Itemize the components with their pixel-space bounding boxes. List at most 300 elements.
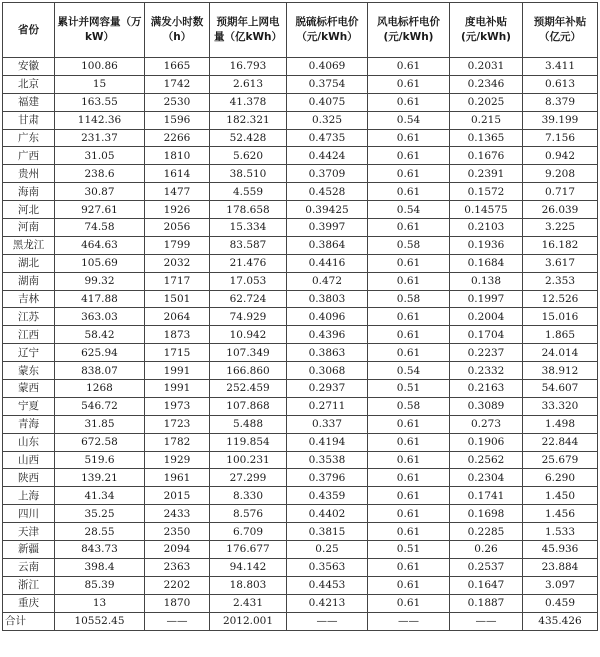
cell-wind-price: 0.61 bbox=[368, 147, 450, 165]
cell-wind-price: 0.61 bbox=[368, 254, 450, 272]
cell-coal-price: 0.3709 bbox=[287, 165, 368, 183]
cell-generation: 107.868 bbox=[210, 397, 287, 415]
cell-wind-price: 0.61 bbox=[368, 451, 450, 469]
col-header-annual-subsidy: 预期年补贴（亿元） bbox=[523, 3, 598, 58]
table-row bbox=[3, 308, 598, 326]
cell-unit-subsidy: 0.2391 bbox=[450, 165, 523, 183]
cell-province: 蒙西 bbox=[3, 380, 55, 398]
cell-wind-price: 0.61 bbox=[368, 75, 450, 93]
cell-hours: 1614 bbox=[145, 165, 210, 183]
cell-coal-price: 0.472 bbox=[287, 272, 368, 290]
cell-unit-subsidy: 0.2285 bbox=[450, 523, 523, 541]
table-row bbox=[3, 505, 598, 523]
cell-province: 贵州 bbox=[3, 165, 55, 183]
cell-generation: 52.428 bbox=[210, 129, 287, 147]
cell-hours: 1782 bbox=[145, 433, 210, 451]
cell-coal-price: 0.39425 bbox=[287, 201, 368, 219]
cell-coal-price: 0.3997 bbox=[287, 219, 368, 237]
cell-province: 宁夏 bbox=[3, 397, 55, 415]
cell-hours: 2363 bbox=[145, 558, 210, 576]
cell-hours: 2202 bbox=[145, 576, 210, 594]
cell-annual-subsidy: 24.014 bbox=[523, 344, 598, 362]
cell-unit-subsidy: 0.2562 bbox=[450, 451, 523, 469]
cell-annual-subsidy: 7.156 bbox=[523, 129, 598, 147]
cell-annual-subsidy: 9.208 bbox=[523, 165, 598, 183]
cell-generation: 74.929 bbox=[210, 308, 287, 326]
cell-wind-price: 0.61 bbox=[368, 433, 450, 451]
cell-hours: 1873 bbox=[145, 326, 210, 344]
table-row bbox=[3, 236, 598, 254]
cell-generation: 38.510 bbox=[210, 165, 287, 183]
cell-coal-price: 0.4735 bbox=[287, 129, 368, 147]
table-row bbox=[3, 523, 598, 541]
cell-unit-subsidy: 0.2237 bbox=[450, 344, 523, 362]
cell-hours: 1926 bbox=[145, 201, 210, 219]
table-row bbox=[3, 433, 598, 451]
cell-wind-price: 0.61 bbox=[368, 183, 450, 201]
cell-coal-price: 0.4402 bbox=[287, 505, 368, 523]
cell-generation: 5.488 bbox=[210, 415, 287, 433]
cell-annual-subsidy: 0.717 bbox=[523, 183, 598, 201]
table-row bbox=[3, 344, 598, 362]
cell-generation: 41.378 bbox=[210, 93, 287, 111]
cell-annual-subsidy: 0.459 bbox=[523, 594, 598, 612]
cell-capacity: 139.21 bbox=[55, 469, 145, 487]
cell-capacity: 238.6 bbox=[55, 165, 145, 183]
cell-coal-price: 0.3815 bbox=[287, 523, 368, 541]
cell-wind-price: 0.61 bbox=[368, 594, 450, 612]
cell-province: 黑龙江 bbox=[3, 236, 55, 254]
cell-province: 河北 bbox=[3, 201, 55, 219]
cell-annual-subsidy: 12.526 bbox=[523, 290, 598, 308]
cell-hours: 2094 bbox=[145, 541, 210, 559]
cell-province: 甘肃 bbox=[3, 111, 55, 129]
cell-generation: 62.724 bbox=[210, 290, 287, 308]
cell-coal-price: 0.3864 bbox=[287, 236, 368, 254]
cell-wind-price: 0.61 bbox=[368, 415, 450, 433]
cell-coal-price: 0.4424 bbox=[287, 147, 368, 165]
cell-annual-subsidy: 23.884 bbox=[523, 558, 598, 576]
cell-annual-subsidy: 22.844 bbox=[523, 433, 598, 451]
cell-hours: 2266 bbox=[145, 129, 210, 147]
table-row bbox=[3, 362, 598, 380]
cell-capacity: 625.94 bbox=[55, 344, 145, 362]
total-coal-price: —— bbox=[287, 612, 368, 630]
cell-province: 吉林 bbox=[3, 290, 55, 308]
cell-coal-price: 0.4194 bbox=[287, 433, 368, 451]
cell-generation: 16.793 bbox=[210, 58, 287, 76]
table-row bbox=[3, 129, 598, 147]
cell-hours: 1596 bbox=[145, 111, 210, 129]
cell-generation: 83.587 bbox=[210, 236, 287, 254]
cell-wind-price: 0.61 bbox=[368, 558, 450, 576]
table-row bbox=[3, 415, 598, 433]
cell-capacity: 30.87 bbox=[55, 183, 145, 201]
cell-province: 蒙东 bbox=[3, 362, 55, 380]
cell-province: 湖北 bbox=[3, 254, 55, 272]
cell-coal-price: 0.4069 bbox=[287, 58, 368, 76]
table-row bbox=[3, 201, 598, 219]
cell-hours: 1991 bbox=[145, 362, 210, 380]
cell-hours: 1477 bbox=[145, 183, 210, 201]
cell-wind-price: 0.58 bbox=[368, 290, 450, 308]
cell-coal-price: 0.325 bbox=[287, 111, 368, 129]
cell-unit-subsidy: 0.26 bbox=[450, 541, 523, 559]
cell-generation: 17.053 bbox=[210, 272, 287, 290]
cell-generation: 18.803 bbox=[210, 576, 287, 594]
cell-coal-price: 0.4528 bbox=[287, 183, 368, 201]
cell-wind-price: 0.58 bbox=[368, 236, 450, 254]
cell-generation: 10.942 bbox=[210, 326, 287, 344]
cell-province: 安徽 bbox=[3, 58, 55, 76]
cell-unit-subsidy: 0.3089 bbox=[450, 397, 523, 415]
total-generation: 2012.001 bbox=[210, 612, 287, 630]
table-row bbox=[3, 290, 598, 308]
cell-annual-subsidy: 1.533 bbox=[523, 523, 598, 541]
cell-hours: 1799 bbox=[145, 236, 210, 254]
table-row bbox=[3, 75, 598, 93]
cell-province: 湖南 bbox=[3, 272, 55, 290]
cell-capacity: 231.37 bbox=[55, 129, 145, 147]
cell-province: 山东 bbox=[3, 433, 55, 451]
table-row bbox=[3, 397, 598, 415]
cell-unit-subsidy: 0.2004 bbox=[450, 308, 523, 326]
cell-annual-subsidy: 0.942 bbox=[523, 147, 598, 165]
cell-unit-subsidy: 0.1887 bbox=[450, 594, 523, 612]
cell-province: 青海 bbox=[3, 415, 55, 433]
cell-capacity: 927.61 bbox=[55, 201, 145, 219]
cell-coal-price: 0.337 bbox=[287, 415, 368, 433]
cell-wind-price: 0.61 bbox=[368, 129, 450, 147]
col-header-unit-subsidy: 度电补贴(元/kWh) bbox=[450, 3, 523, 58]
cell-unit-subsidy: 0.1365 bbox=[450, 129, 523, 147]
total-unit-subsidy: —— bbox=[450, 612, 523, 630]
cell-capacity: 100.86 bbox=[55, 58, 145, 76]
cell-annual-subsidy: 54.607 bbox=[523, 380, 598, 398]
col-header-coal-price: 脱硫标杆电价（元/kWh） bbox=[287, 3, 368, 58]
cell-wind-price: 0.61 bbox=[368, 523, 450, 541]
cell-hours: 1870 bbox=[145, 594, 210, 612]
total-hours: —— bbox=[145, 612, 210, 630]
cell-generation: 27.299 bbox=[210, 469, 287, 487]
cell-unit-subsidy: 0.1684 bbox=[450, 254, 523, 272]
cell-wind-price: 0.54 bbox=[368, 201, 450, 219]
cell-hours: 1973 bbox=[145, 397, 210, 415]
cell-unit-subsidy: 0.2537 bbox=[450, 558, 523, 576]
table-row bbox=[3, 594, 598, 612]
cell-hours: 2032 bbox=[145, 254, 210, 272]
col-header-capacity: 累计并网容量（万kW） bbox=[55, 3, 145, 58]
cell-capacity: 58.42 bbox=[55, 326, 145, 344]
cell-annual-subsidy: 38.912 bbox=[523, 362, 598, 380]
table-row bbox=[3, 58, 598, 76]
cell-generation: 182.321 bbox=[210, 111, 287, 129]
cell-hours: 1723 bbox=[145, 415, 210, 433]
cell-generation: 94.142 bbox=[210, 558, 287, 576]
total-capacity: 10552.45 bbox=[55, 612, 145, 630]
cell-wind-price: 0.61 bbox=[368, 576, 450, 594]
cell-wind-price: 0.58 bbox=[368, 397, 450, 415]
cell-unit-subsidy: 0.2304 bbox=[450, 469, 523, 487]
cell-coal-price: 0.25 bbox=[287, 541, 368, 559]
cell-coal-price: 0.3803 bbox=[287, 290, 368, 308]
cell-annual-subsidy: 39.199 bbox=[523, 111, 598, 129]
cell-hours: 2433 bbox=[145, 505, 210, 523]
cell-coal-price: 0.2711 bbox=[287, 397, 368, 415]
cell-annual-subsidy: 1.450 bbox=[523, 487, 598, 505]
cell-unit-subsidy: 0.14575 bbox=[450, 201, 523, 219]
table-row bbox=[3, 487, 598, 505]
cell-generation: 5.620 bbox=[210, 147, 287, 165]
cell-province: 上海 bbox=[3, 487, 55, 505]
cell-province: 北京 bbox=[3, 75, 55, 93]
cell-annual-subsidy: 3.411 bbox=[523, 58, 598, 76]
col-header-generation: 预期年上网电量（亿kWh） bbox=[210, 3, 287, 58]
cell-wind-price: 0.51 bbox=[368, 541, 450, 559]
cell-unit-subsidy: 0.1936 bbox=[450, 236, 523, 254]
cell-annual-subsidy: 26.039 bbox=[523, 201, 598, 219]
total-label: 合计 bbox=[3, 612, 55, 630]
cell-capacity: 1142.36 bbox=[55, 111, 145, 129]
cell-generation: 107.349 bbox=[210, 344, 287, 362]
cell-wind-price: 0.61 bbox=[368, 487, 450, 505]
cell-capacity: 519.6 bbox=[55, 451, 145, 469]
cell-province: 云南 bbox=[3, 558, 55, 576]
cell-annual-subsidy: 1.456 bbox=[523, 505, 598, 523]
cell-wind-price: 0.54 bbox=[368, 111, 450, 129]
cell-unit-subsidy: 0.1676 bbox=[450, 147, 523, 165]
cell-hours: 1991 bbox=[145, 380, 210, 398]
cell-coal-price: 0.3754 bbox=[287, 75, 368, 93]
col-header-hours: 满发小时数（h） bbox=[145, 3, 210, 58]
cell-hours: 1810 bbox=[145, 147, 210, 165]
cell-province: 新疆 bbox=[3, 541, 55, 559]
table-row bbox=[3, 576, 598, 594]
cell-province: 广东 bbox=[3, 129, 55, 147]
cell-unit-subsidy: 0.2346 bbox=[450, 75, 523, 93]
cell-wind-price: 0.61 bbox=[368, 326, 450, 344]
table-body bbox=[3, 58, 598, 613]
cell-hours: 2015 bbox=[145, 487, 210, 505]
cell-unit-subsidy: 0.1906 bbox=[450, 433, 523, 451]
cell-wind-price: 0.54 bbox=[368, 362, 450, 380]
cell-capacity: 672.58 bbox=[55, 433, 145, 451]
cell-capacity: 838.07 bbox=[55, 362, 145, 380]
cell-generation: 6.709 bbox=[210, 523, 287, 541]
cell-province: 江苏 bbox=[3, 308, 55, 326]
total-row bbox=[3, 612, 598, 630]
cell-province: 海南 bbox=[3, 183, 55, 201]
cell-unit-subsidy: 0.1572 bbox=[450, 183, 523, 201]
cell-province: 福建 bbox=[3, 93, 55, 111]
cell-province: 山西 bbox=[3, 451, 55, 469]
cell-province: 辽宁 bbox=[3, 344, 55, 362]
cell-hours: 1501 bbox=[145, 290, 210, 308]
cell-capacity: 31.85 bbox=[55, 415, 145, 433]
cell-capacity: 464.63 bbox=[55, 236, 145, 254]
cell-annual-subsidy: 45.936 bbox=[523, 541, 598, 559]
cell-annual-subsidy: 15.016 bbox=[523, 308, 598, 326]
cell-unit-subsidy: 0.1997 bbox=[450, 290, 523, 308]
cell-annual-subsidy: 1.865 bbox=[523, 326, 598, 344]
table-row bbox=[3, 254, 598, 272]
cell-coal-price: 0.3796 bbox=[287, 469, 368, 487]
cell-unit-subsidy: 0.2332 bbox=[450, 362, 523, 380]
table-row bbox=[3, 111, 598, 129]
cell-coal-price: 0.3863 bbox=[287, 344, 368, 362]
cell-capacity: 31.05 bbox=[55, 147, 145, 165]
cell-unit-subsidy: 0.1698 bbox=[450, 505, 523, 523]
cell-capacity: 398.4 bbox=[55, 558, 145, 576]
cell-annual-subsidy: 33.320 bbox=[523, 397, 598, 415]
cell-province: 天津 bbox=[3, 523, 55, 541]
table-row bbox=[3, 380, 598, 398]
cell-unit-subsidy: 0.1647 bbox=[450, 576, 523, 594]
cell-hours: 1961 bbox=[145, 469, 210, 487]
cell-coal-price: 0.4453 bbox=[287, 576, 368, 594]
cell-generation: 178.658 bbox=[210, 201, 287, 219]
page bbox=[2, 2, 597, 631]
cell-coal-price: 0.4213 bbox=[287, 594, 368, 612]
cell-hours: 1665 bbox=[145, 58, 210, 76]
cell-capacity: 28.55 bbox=[55, 523, 145, 541]
cell-wind-price: 0.61 bbox=[368, 165, 450, 183]
cell-coal-price: 0.4075 bbox=[287, 93, 368, 111]
table-row bbox=[3, 183, 598, 201]
cell-coal-price: 0.4396 bbox=[287, 326, 368, 344]
cell-capacity: 363.03 bbox=[55, 308, 145, 326]
cell-unit-subsidy: 0.1704 bbox=[450, 326, 523, 344]
cell-province: 江西 bbox=[3, 326, 55, 344]
cell-wind-price: 0.61 bbox=[368, 308, 450, 326]
cell-province: 浙江 bbox=[3, 576, 55, 594]
table-row bbox=[3, 326, 598, 344]
cell-capacity: 843.73 bbox=[55, 541, 145, 559]
cell-generation: 15.334 bbox=[210, 219, 287, 237]
cell-generation: 166.860 bbox=[210, 362, 287, 380]
cell-capacity: 546.72 bbox=[55, 397, 145, 415]
cell-capacity: 163.55 bbox=[55, 93, 145, 111]
cell-wind-price: 0.61 bbox=[368, 469, 450, 487]
cell-unit-subsidy: 0.2163 bbox=[450, 380, 523, 398]
cell-coal-price: 0.4359 bbox=[287, 487, 368, 505]
cell-generation: 100.231 bbox=[210, 451, 287, 469]
table-row bbox=[3, 93, 598, 111]
cell-hours: 2530 bbox=[145, 93, 210, 111]
cell-wind-price: 0.61 bbox=[368, 505, 450, 523]
cell-unit-subsidy: 0.1741 bbox=[450, 487, 523, 505]
cell-capacity: 74.58 bbox=[55, 219, 145, 237]
cell-annual-subsidy: 8.379 bbox=[523, 93, 598, 111]
cell-hours: 2064 bbox=[145, 308, 210, 326]
cell-annual-subsidy: 25.679 bbox=[523, 451, 598, 469]
subsidy-table bbox=[2, 2, 598, 631]
table-row bbox=[3, 451, 598, 469]
cell-annual-subsidy: 0.613 bbox=[523, 75, 598, 93]
cell-annual-subsidy: 6.290 bbox=[523, 469, 598, 487]
total-annual-subsidy: 435.426 bbox=[523, 612, 598, 630]
cell-capacity: 15 bbox=[55, 75, 145, 93]
cell-unit-subsidy: 0.2025 bbox=[450, 93, 523, 111]
cell-annual-subsidy: 3.617 bbox=[523, 254, 598, 272]
table-row bbox=[3, 469, 598, 487]
cell-coal-price: 0.2937 bbox=[287, 380, 368, 398]
cell-hours: 2350 bbox=[145, 523, 210, 541]
cell-capacity: 1268 bbox=[55, 380, 145, 398]
header-row bbox=[3, 3, 598, 58]
cell-coal-price: 0.4096 bbox=[287, 308, 368, 326]
cell-generation: 2.431 bbox=[210, 594, 287, 612]
total-wind-price: —— bbox=[368, 612, 450, 630]
cell-capacity: 105.69 bbox=[55, 254, 145, 272]
col-header-province: 省份 bbox=[3, 3, 55, 58]
cell-wind-price: 0.61 bbox=[368, 93, 450, 111]
cell-coal-price: 0.3563 bbox=[287, 558, 368, 576]
cell-generation: 4.559 bbox=[210, 183, 287, 201]
cell-unit-subsidy: 0.138 bbox=[450, 272, 523, 290]
cell-unit-subsidy: 0.273 bbox=[450, 415, 523, 433]
cell-wind-price: 0.61 bbox=[368, 272, 450, 290]
cell-hours: 1742 bbox=[145, 75, 210, 93]
table-row bbox=[3, 541, 598, 559]
cell-wind-price: 0.61 bbox=[368, 344, 450, 362]
cell-capacity: 35.25 bbox=[55, 505, 145, 523]
cell-coal-price: 0.3068 bbox=[287, 362, 368, 380]
cell-unit-subsidy: 0.2103 bbox=[450, 219, 523, 237]
table-row bbox=[3, 165, 598, 183]
cell-hours: 1717 bbox=[145, 272, 210, 290]
cell-annual-subsidy: 3.097 bbox=[523, 576, 598, 594]
cell-capacity: 99.32 bbox=[55, 272, 145, 290]
cell-province: 河南 bbox=[3, 219, 55, 237]
cell-hours: 1715 bbox=[145, 344, 210, 362]
cell-wind-price: 0.61 bbox=[368, 58, 450, 76]
cell-unit-subsidy: 0.215 bbox=[450, 111, 523, 129]
cell-annual-subsidy: 2.353 bbox=[523, 272, 598, 290]
cell-generation: 8.330 bbox=[210, 487, 287, 505]
cell-annual-subsidy: 16.182 bbox=[523, 236, 598, 254]
cell-province: 四川 bbox=[3, 505, 55, 523]
cell-generation: 8.576 bbox=[210, 505, 287, 523]
table-row bbox=[3, 219, 598, 237]
cell-province: 广西 bbox=[3, 147, 55, 165]
cell-capacity: 13 bbox=[55, 594, 145, 612]
cell-province: 重庆 bbox=[3, 594, 55, 612]
cell-generation: 21.476 bbox=[210, 254, 287, 272]
cell-generation: 119.854 bbox=[210, 433, 287, 451]
cell-annual-subsidy: 3.225 bbox=[523, 219, 598, 237]
col-header-wind-price: 风电标杆电价(元/kWh) bbox=[368, 3, 450, 58]
table-row bbox=[3, 558, 598, 576]
cell-wind-price: 0.61 bbox=[368, 219, 450, 237]
cell-province: 陕西 bbox=[3, 469, 55, 487]
cell-hours: 2056 bbox=[145, 219, 210, 237]
cell-capacity: 41.34 bbox=[55, 487, 145, 505]
cell-coal-price: 0.3538 bbox=[287, 451, 368, 469]
cell-annual-subsidy: 1.498 bbox=[523, 415, 598, 433]
cell-capacity: 85.39 bbox=[55, 576, 145, 594]
cell-unit-subsidy: 0.2031 bbox=[450, 58, 523, 76]
cell-generation: 252.459 bbox=[210, 380, 287, 398]
cell-generation: 176.677 bbox=[210, 541, 287, 559]
cell-coal-price: 0.4416 bbox=[287, 254, 368, 272]
cell-hours: 1929 bbox=[145, 451, 210, 469]
table-row bbox=[3, 147, 598, 165]
cell-capacity: 417.88 bbox=[55, 290, 145, 308]
cell-generation: 2.613 bbox=[210, 75, 287, 93]
cell-wind-price: 0.51 bbox=[368, 380, 450, 398]
table-row bbox=[3, 272, 598, 290]
